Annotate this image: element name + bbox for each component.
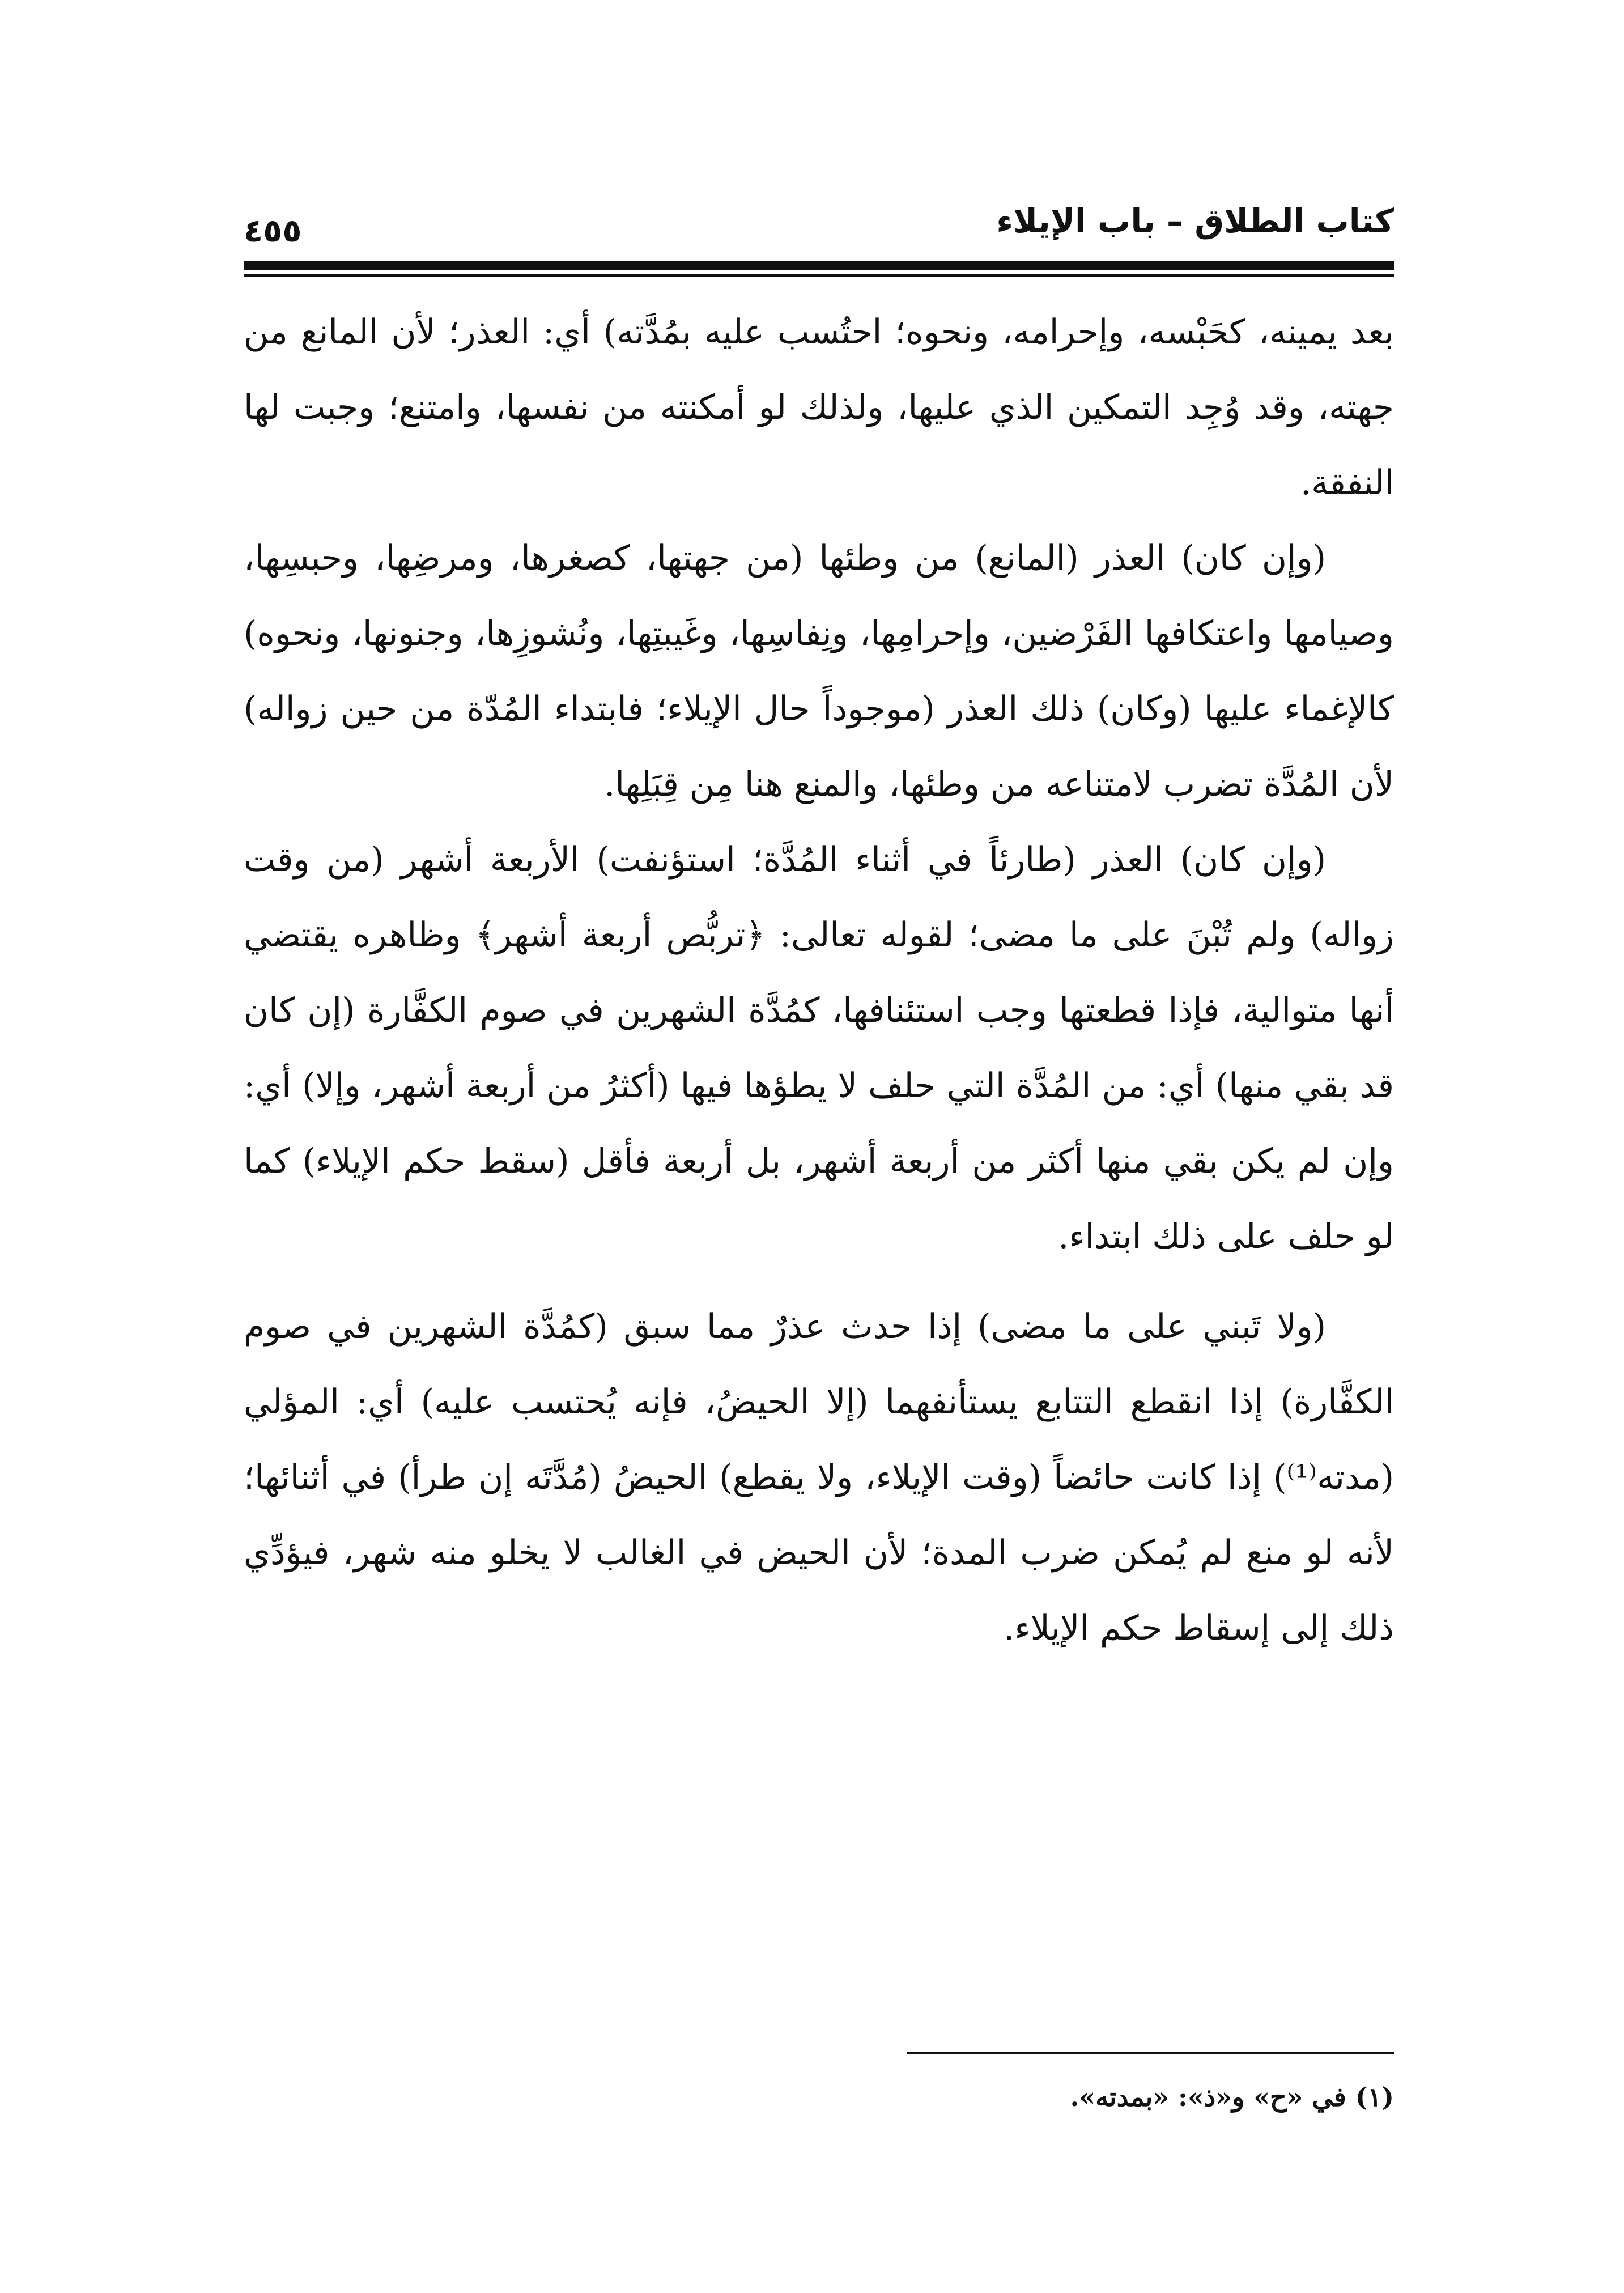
page-number: ٤٥٥ — [244, 213, 302, 249]
footnote: (١) في «ح» و«ذ»: «بمدته». — [1070, 2082, 1394, 2112]
header-rule-thick — [244, 261, 1394, 270]
paragraph-2: (وإن كان) العذر (المانع) من وطئها (من جهتها، كصغرها، ومرضِها، وحبسِها، وصيامها واعتكافها الفَرْضين، وإحرامِها، ونِفاسِها، وغَيبتِها، ونُشوزِها، وجنونها، ونحوه) كالإغماء عليها (وكان) ذلك العذر (موجوداً حال الإيلاء؛ فابتداء المُدّة من حين زواله) لأن المُدَّة تضرب لامتناعه من وطئها، والمنع هنا مِن قِبَلِها. — [244, 538, 1394, 804]
paragraph-1: بعد يمينه، كحَبْسه، وإحرامه، ونحوه؛ احتُسب عليه بمُدَّته) أي: العذر؛ لأن المانع من جهته، وقد وُجِد التمكين الذي عليها، ولذلك لو أمكنته من نفسها، وامتنع؛ وجبت لها النفقة. — [244, 312, 1394, 503]
header-rule-thin — [244, 274, 1394, 277]
body-text — [244, 295, 1394, 1666]
paragraph-3: (وإن كان) العذر (طارئاً في أثناء المُدَّة؛ استؤنفت) الأربعة أشهر (من وقت زواله) ولم تُبْنَ على ما مضى؛ لقوله تعالى: ﴿تربُّص أربعة أشهر﴾ وظاهره يقتضي أنها متوالية، فإذا قطعتها وجب استئنافها، كمُدَّة الشهرين في صوم الكفَّارة (إن كان قد بقي منها) أي: من المُدَّة التي حلف لا يطؤها فيها (أكثرُ من أربعة أشهر، وإلا) أي: وإن لم يكن بقي منها أكثر من أربعة أشهر، بل أربعة فأقل (سقط حكم الإيلاء) كما لو حلف على ذلك ابتداء. — [244, 840, 1394, 1256]
paragraph-4: (ولا تَبني على ما مضى) إذا حدث عذرٌ مما سبق (كمُدَّة الشهرين في صوم الكفَّارة) إذا انقطع التتابع يستأنفهما (إلا الحيضُ، فإنه يُحتسب عليه) أي: المؤلي (مدته⁽¹⁾) إذا كانت حائضاً (وقت الإيلاء، ولا يقطع) الحيضُ (مُدَّتَه إن طرأ) في أثنائها؛ لأنه لو منع لم يُمكن ضرب المدة؛ لأن الحيض في الغالب لا يخلو منه شهر، فيؤدِّي ذلك إلى إسقاط حكم الإيلاء. — [244, 1307, 1395, 1648]
page-content — [244, 187, 1394, 2171]
running-title: كتاب الطلاق – باب الإيلاء — [996, 202, 1394, 240]
footnote-rule — [907, 2052, 1394, 2054]
page-header — [244, 187, 1394, 261]
